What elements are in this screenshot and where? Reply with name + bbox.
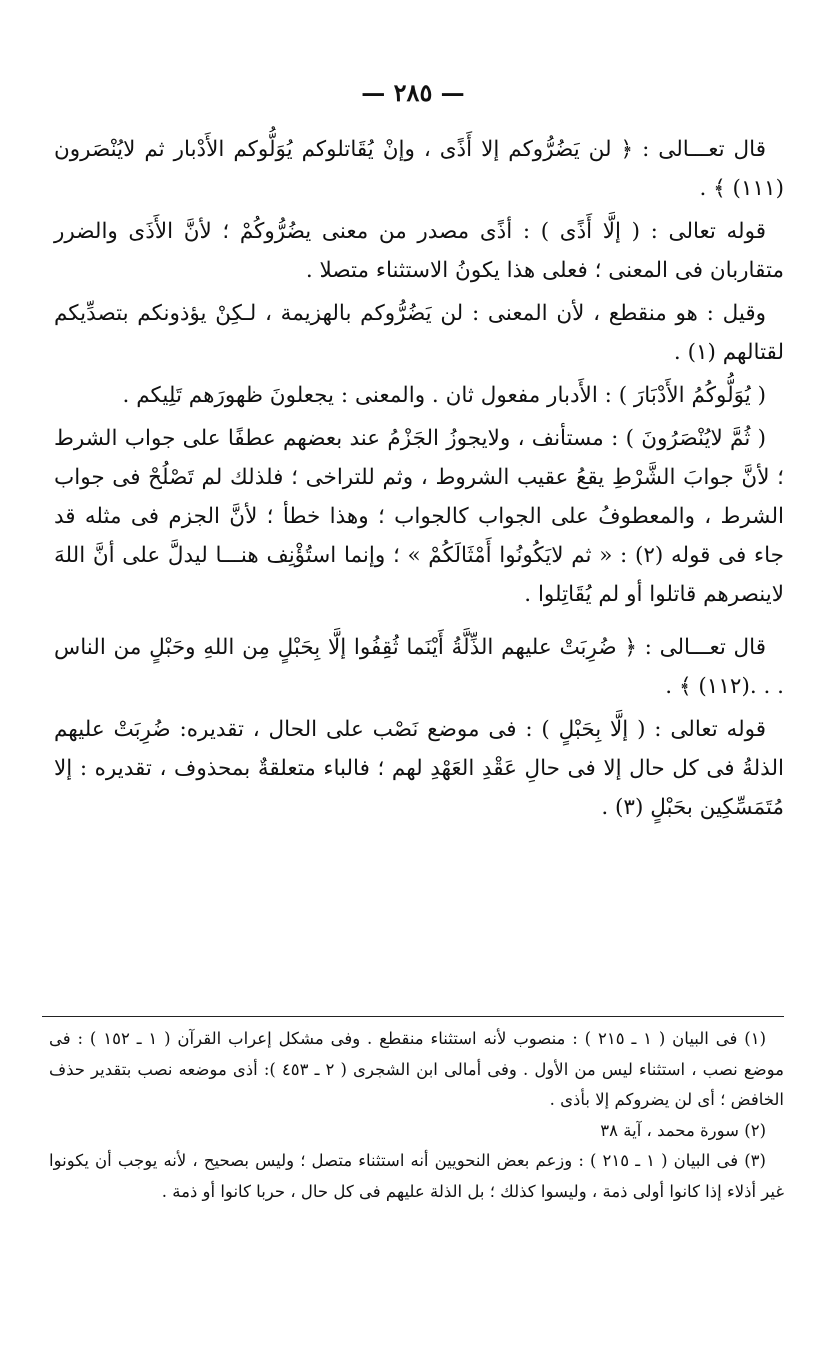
paragraph-munqati: وقيل : هو منقطع ، لأن المعنى : لن يَضُرُّوكم بالهزيمة ، لـكِنْ يؤذونكم بتصدِّيكم لقتالهم (١) . xyxy=(54,301,784,365)
footnote-divider xyxy=(42,1016,784,1017)
main-text xyxy=(54,130,784,831)
paragraph-illa-adha: قوله تعالى : ( إلَّا أَذًى ) : أذًى مصدر من معنى يضُرُّوكُمْ ؛ لأنَّ الأَذَى والضرر متقاربان فى المعنى ؛ فعلى هذا يكونُ الاستثناء متصلا . xyxy=(54,219,784,283)
page-number: — ٢٨٥ — xyxy=(361,78,465,107)
paragraph-illa-bihablin: قوله تعالى : ( إلَّا بِحَبْلٍ ) : فى موضع نَصْب على الحال ، تقديره: ضُرِبَتْ عليهم الذلةُ فى كل حال إلا فى حالِ عَقْدِ العَهْدِ لهم ؛ فالباء متعلقةٌ بمحذوف ، تقديره : إلا مُتَمَسِّكِين بحَبْلٍ (٣) . xyxy=(54,717,784,820)
paragraph-yuwallukum: ( يُوَلُّوكُمُ الأَدْبَارَ ) : الأَدبار مفعول ثان . والمعنى : يجعلونَ ظهورَهم تَلِيكم . xyxy=(122,383,766,408)
footnote-3: (٣) فى البيان ( ١ ـ ٢١٥ ) : وزعم بعض النحويين أنه استثناء متصل ؛ وليس بصحيح ، لأنه يوجب أن يكونوا غير أذلاء إذا كانوا أولى ذمة ، وليسوا كذلك ؛ بل الذلة عليهم فى كل حال ، حربا كانوا أو ذمة . xyxy=(49,1151,784,1201)
paragraph-verse-112: قال تعـــالى : ﴿ ضُرِبَتْ عليهم الذِّلَّةُ أَيْنَما ثُقِفُوا إلَّا بِحَبْلٍ مِن اللهِ وحَبْلٍ من الناس . . .(١١٢) ﴾ . xyxy=(54,635,784,699)
footnote-2: (٢) سورة محمد ، آية ٣٨ xyxy=(600,1120,766,1140)
paragraph-verse-111: قال تعـــالى : ﴿ لن يَضُرُّوكم إلا أَذًى ، وإنْ يُقَاتلوكم يُوَلُّوكم الأَدْبار ثم لايُنْصَرون (١١١) ﴾ . xyxy=(54,137,784,201)
paragraph-la-yunsarun: ( ثُمَّ لايُنْصَرُونَ ) : مستأنف ، ولايجوزُ الجَزْمُ عند بعضهم عطفًا على جواب الشرط ؛ لأنَّ جوابَ الشَّرْطِ يقعُ عقيب الشروط ، وثم للتراخى ؛ فلذلك لم تَصْلُحْ فى جواب الشرط ، والمعطوفُ على الجواب كالجواب ؛ وهذا خطأ ؛ لأنَّ الجزم فى مثله قد جاء فى قوله (٢) : « ثم لايَكُونُوا أَمْثَالَكُمْ » ؛ وإنما استُؤْنِف هنـــا ليدلَّ على أنَّ اللهَ لاينصرهم قاتلوا أو لم يُقَاتِلوا . xyxy=(54,426,784,607)
footnote-1: (١) فى البيان ( ١ ـ ٢١٥ ) : منصوب لأنه استثناء منقطع . وفى مشكل إعراب القرآن ( ١ ـ ١٥٢ ) : فى موضع نصب ، استثناء ليس من الأول . وفى أمالى ابن الشجرى ( ٢ ـ ٤٥٣ ): أذى موضعه نصب بتقدير حذف الخافض ؛ أى لن يضروكم إلا بأذى . xyxy=(49,1029,784,1109)
footnotes xyxy=(49,1024,784,1207)
